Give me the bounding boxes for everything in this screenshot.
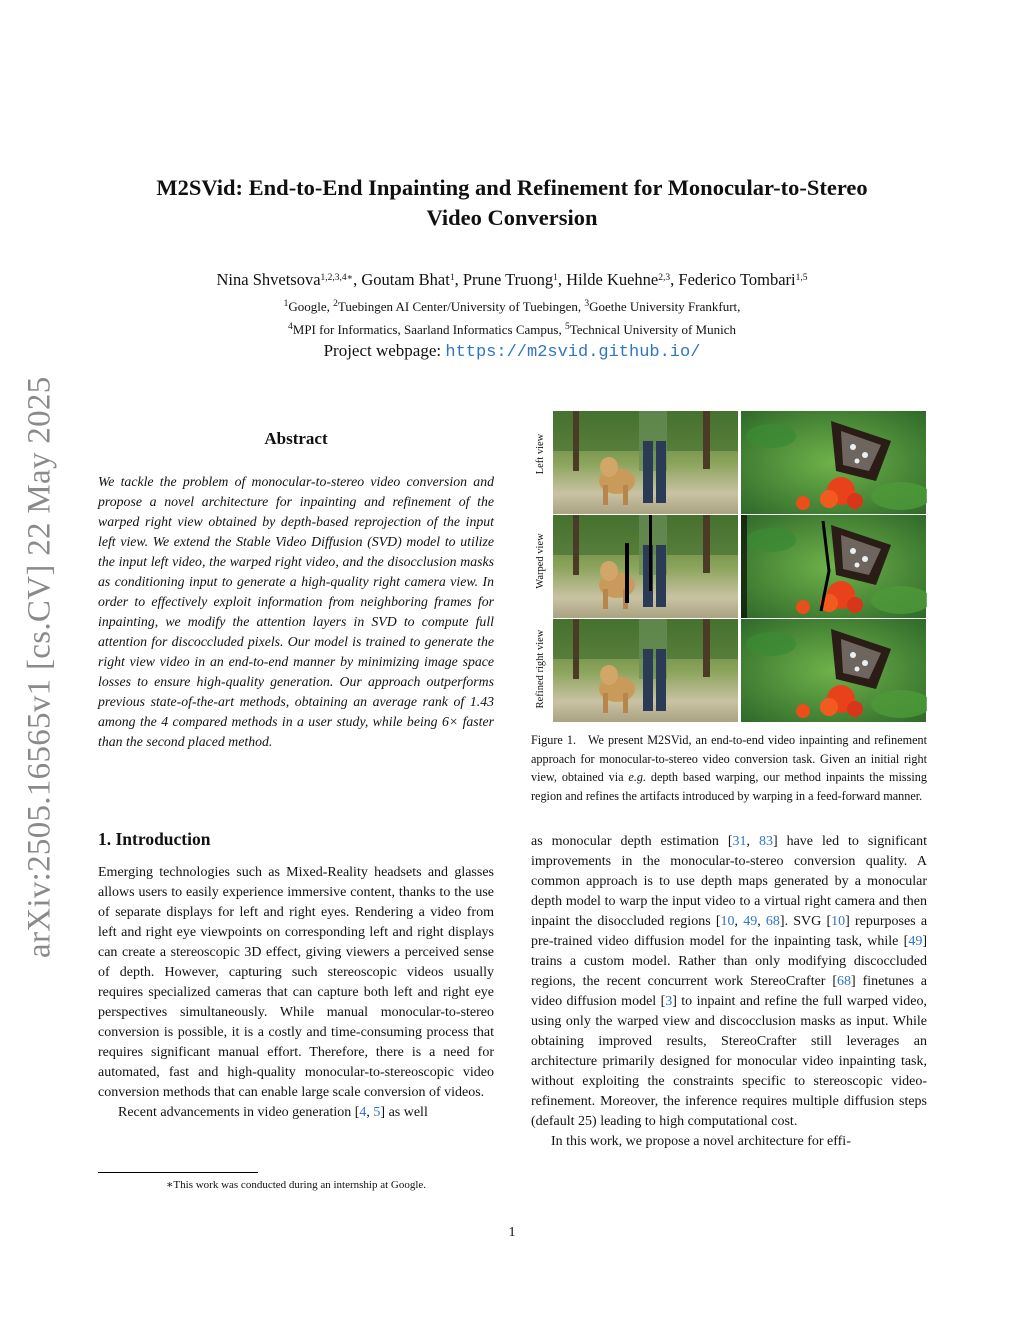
author-name: Hilde Kuehne bbox=[566, 270, 659, 289]
affil-mark: 2 bbox=[333, 299, 338, 309]
affil-mark: 1 bbox=[283, 299, 289, 309]
affil-mark: 3 bbox=[584, 299, 590, 309]
citation-link[interactable]: 49 bbox=[908, 934, 923, 949]
abstract-text: We tackle the problem of monocular-to-stereo video conversion and propose a novel architecture for inpainting and refinement of the warped right view obtained by depth-based reprojection of the input left view. We extend the Stable Video Diffusion (SVD) model to utilize the input left video, the warped right video, and the disocclusion masks as conditioning input to generate a high-quality right camera view. In order to effectively exploit information from neighboring frames for inpainting, we modify the attention layers in SVD to compute full attention for discoccluded pixels. Our model is trained to generate the right view video in an end-to-end manner by minimizing image space losses to ensure high-quality generation. Our approach outperforms previous state-of-the-art methods, obtaining an average rank of 1.43 among the 4 compared methods in a user study, while being 6× faster than the second placed method. bbox=[98, 474, 494, 749]
affiliation: Google, bbox=[288, 299, 334, 314]
affiliation: Goethe University Frankfurt, bbox=[589, 299, 741, 314]
author-name: Goutam Bhat bbox=[361, 270, 450, 289]
citation-link[interactable]: 49 bbox=[743, 914, 758, 929]
webpage-label: Project webpage: bbox=[323, 341, 446, 360]
author-name: Federico Tombari bbox=[678, 270, 796, 289]
affil-mark: 5 bbox=[564, 322, 570, 332]
caption-text: depth based warping, our method inpaints the missing region and refines the artifacts introduced by warping in a feed-forward manner. bbox=[531, 770, 927, 803]
author-list: Nina Shvetsova$^{1,2,3,4∗}$, Goutam Bhat$^1$, Prune Truong$^1$, Hilde Kuehne$^{2,3}$, Federico Tombari$^{1,5}$ bbox=[216, 270, 808, 289]
citation-link[interactable]: 68 bbox=[765, 914, 780, 929]
footnote: ∗This work was conducted during an internship at Google. bbox=[165, 1179, 427, 1191]
citation-link[interactable]: 31 bbox=[732, 834, 747, 849]
affiliation: Technical University of Munich bbox=[569, 322, 736, 337]
author-affil-marks: 1,5 bbox=[795, 273, 808, 283]
project-webpage bbox=[100, 341, 924, 362]
footnote-rule bbox=[98, 1172, 258, 1173]
paragraph: Emerging technologies such as Mixed-Reality headsets and glasses allows users to easily experience immersive content, thanks to the use of separate displays for left and right eyes. Rendering a video from left and right eye viewpoints on corresponding left and right displays can create a stereoscopic 3D effect, giving viewers a perceived sense of depth. However, capturing such stereoscopic videos usually requires specialized cameras that can capture both left and right eye perspectives simultaneously. While manual monocular-to-stereo conversion is possible, it is a costly and time-consuming process that requires significant manual effort. Therefore, there is a need for automated, fast and high-quality monocular-to-stereoscopic video conversion methods that can enable large scale conversion of videos. bbox=[98, 865, 494, 1100]
affiliations-line-1 bbox=[100, 299, 924, 315]
author-affil-marks: 2,3 bbox=[658, 273, 671, 283]
paragraph: In this work, we propose a novel architecture for effi- bbox=[551, 1134, 851, 1149]
arxiv-identifier: arXiv:2505.16565v1 [cs.CV] 22 May 2025 bbox=[21, 376, 58, 958]
paragraph: as monocular depth estimation [31, 83] have led to significant improvements in the monocular-to-stereo conversion quality. A common approach is to use depth maps generated by a monocular depth model to warp the input video to a virtual right camera and then inpaint the disoccluded regions [10, 49, 68]. SVG [10] repurposes a pre-trained video diffusion model for the inpainting task, while [49] trains a custom model. Rather than only modifying discoccluded regions, the recent concurrent work StereoCrafter [68] finetunes a video diffusion model [3] to inpaint and refine the full warped video, using only the warped view and discocclusion masks as input. While obtaining improved results, StereoCrafter still leverages an architecture primarily designed for monocular video inpainting task, without exploiting the constraints specific to stereoscopic video-refinement. Moreover, the inference requires multiple diffusion steps (default 25) leading to high computational cost. bbox=[531, 834, 928, 1129]
figure-label: Figure 1. bbox=[531, 733, 577, 747]
figure-1-image-grid bbox=[553, 411, 927, 723]
left-view-row bbox=[553, 411, 927, 514]
intro-right-column bbox=[531, 832, 927, 1152]
warped-view-row bbox=[553, 515, 927, 618]
affiliation: Tuebingen AI Center/University of Tuebingen, bbox=[337, 299, 585, 314]
intro-left-column bbox=[98, 863, 494, 1123]
title-line-2: Video Conversion bbox=[426, 205, 598, 230]
author-name: Prune Truong bbox=[462, 270, 554, 289]
author-affil-marks: 1 bbox=[449, 273, 455, 283]
affil-mark: 4 bbox=[288, 322, 293, 332]
affiliations-line-2 bbox=[100, 322, 924, 338]
citation-link[interactable]: 4 bbox=[359, 1105, 367, 1120]
citation-link[interactable]: 10 bbox=[831, 914, 846, 929]
webpage-link[interactable]: https://m2svid.github.io/ bbox=[445, 343, 701, 362]
author-affil-marks: 1,2,3,4∗ bbox=[320, 273, 354, 283]
row-label-left-view: Left view bbox=[535, 433, 546, 475]
refined-right-view-row bbox=[553, 619, 927, 722]
affiliation: MPI for Informatics, Saarland Informatics Campus, bbox=[292, 322, 565, 337]
citation-link[interactable]: 10 bbox=[720, 914, 735, 929]
row-label-refined-right-view: Refined right view bbox=[535, 629, 546, 709]
figure-caption bbox=[531, 731, 927, 805]
abstract-heading: Abstract bbox=[264, 429, 328, 448]
caption-eg: e.g. bbox=[628, 770, 647, 784]
section-heading: 1. Introduction bbox=[98, 829, 211, 849]
title-line-1: M2SVid: End-to-End Inpainting and Refinement for Monocular-to-Stereo bbox=[156, 175, 868, 200]
author-affil-marks: 1 bbox=[553, 273, 558, 283]
row-label-warped-view: Warped view bbox=[535, 533, 546, 589]
citation-link[interactable]: 83 bbox=[758, 834, 773, 849]
citation-link[interactable]: 3 bbox=[665, 994, 673, 1009]
author-name: Nina Shvetsova bbox=[216, 270, 321, 289]
caption-text: We present M2SVid, an end-to-end video inpainting and refinement approach for monocular-to-stereo video conversion task. Given an initial right view, obtained via bbox=[531, 733, 928, 784]
citation-link[interactable]: 68 bbox=[837, 974, 852, 989]
page-number: 1 bbox=[508, 1225, 516, 1240]
paper-title bbox=[100, 173, 924, 233]
paragraph: Recent advancements in video generation [4, 5] as well bbox=[118, 1105, 428, 1120]
citation-link[interactable]: 5 bbox=[373, 1105, 381, 1120]
